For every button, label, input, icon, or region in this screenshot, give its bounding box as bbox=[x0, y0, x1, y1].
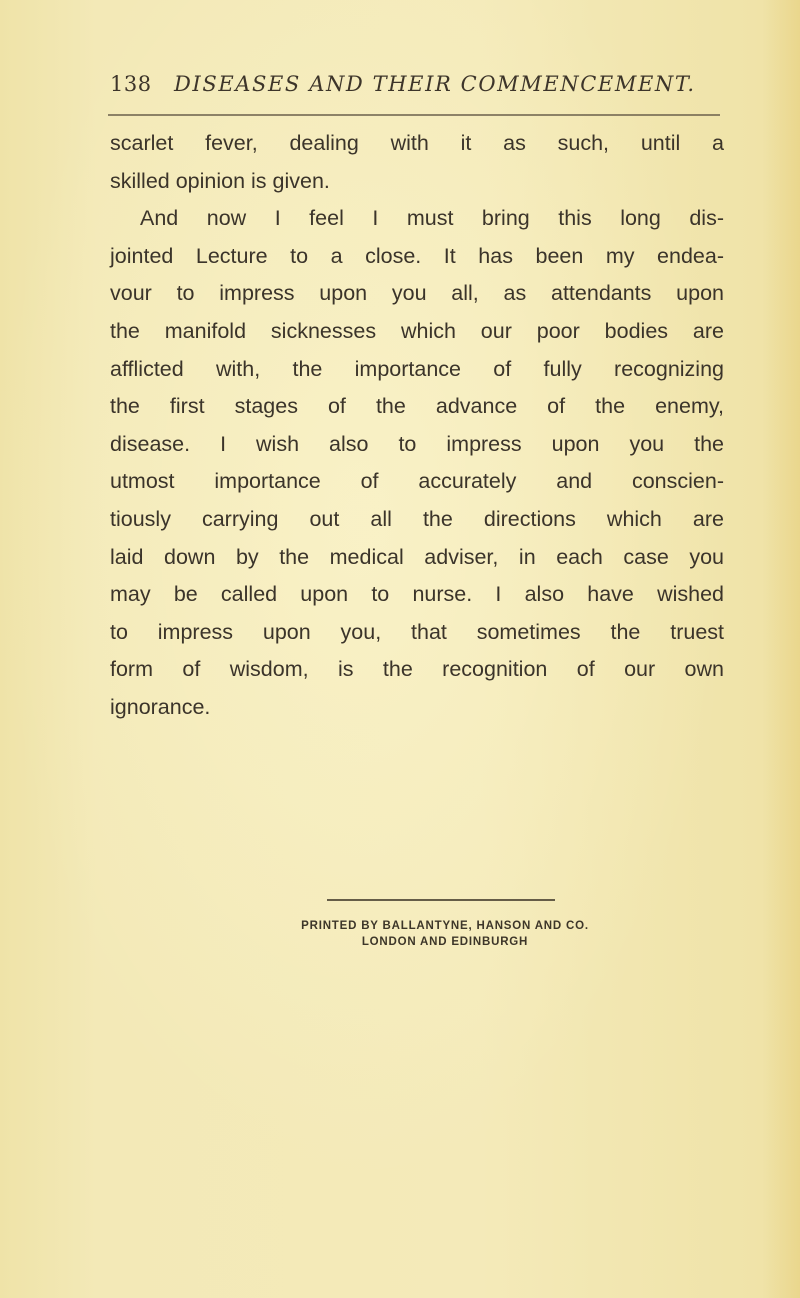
text-line: And now I feel I must bring this long dis- bbox=[140, 206, 724, 231]
running-head bbox=[110, 72, 720, 102]
body-text bbox=[110, 125, 724, 727]
text-line: laid down by the medical adviser, in each case you bbox=[110, 544, 724, 569]
page-edge-shading bbox=[762, 0, 800, 1298]
text-line: ignorance. bbox=[110, 694, 211, 719]
text-line: skilled opinion is given. bbox=[110, 168, 330, 193]
imprint-location: LONDON AND EDINBURGH bbox=[361, 936, 529, 948]
imprint-printer: PRINTED BY BALLANTYNE, HANSON AND CO. bbox=[301, 920, 589, 932]
text-line: scarlet fever, dealing with it as such, until a bbox=[110, 131, 724, 155]
text-line: utmost importance of accurately and conscien- bbox=[110, 469, 724, 494]
text-line: the first stages of the advance of the enemy, bbox=[110, 394, 724, 419]
text-line: afflicted with, the importance of fully recognizing bbox=[110, 356, 724, 381]
text-line: to impress upon you, that sometimes the truest bbox=[110, 619, 724, 644]
imprint-rule bbox=[327, 899, 555, 901]
text-line: tiously carrying out all the directions which are bbox=[110, 506, 724, 531]
text-line: disease. I wish also to impress upon you the bbox=[110, 431, 724, 456]
text-line: jointed Lecture to a close. It has been my endea- bbox=[110, 243, 724, 268]
text-line: form of wisdom, is the recognition of our own bbox=[110, 657, 724, 682]
text-line: the manifold sicknesses which our poor bodies are bbox=[110, 318, 724, 343]
printer-imprint bbox=[300, 918, 590, 950]
header-rule bbox=[108, 114, 720, 116]
page-number: 138 bbox=[110, 72, 152, 96]
running-title: DISEASES AND THEIR COMMENCEMENT. bbox=[174, 72, 696, 96]
text-line: may be called upon to nurse. I also have wished bbox=[110, 582, 724, 607]
text-line: vour to impress upon you all, as attendants upon bbox=[110, 281, 724, 306]
